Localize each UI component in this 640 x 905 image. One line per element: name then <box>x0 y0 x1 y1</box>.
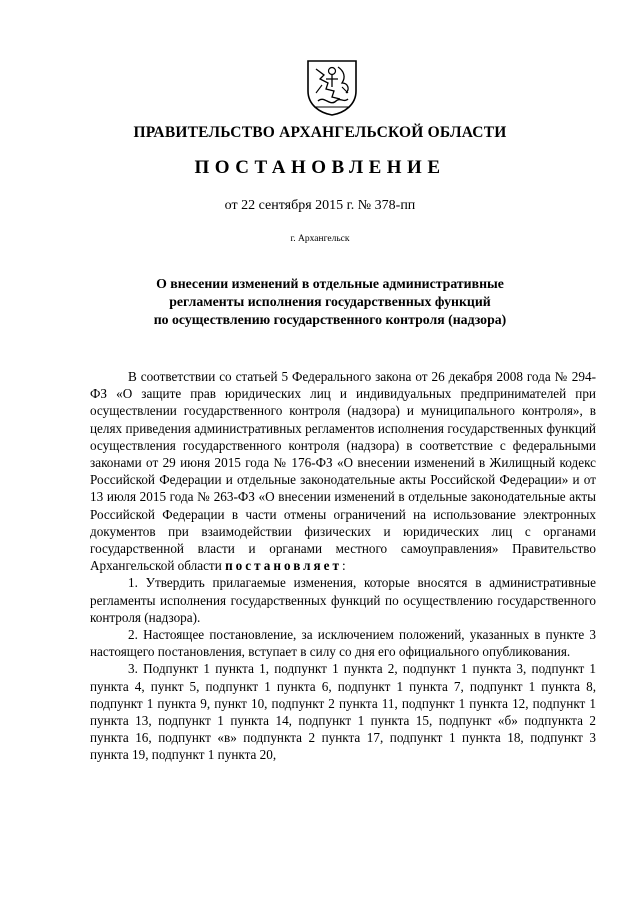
preamble-paragraph <box>90 368 596 574</box>
title-line: О внесении изменений в отдельные административные <box>156 276 504 291</box>
preamble-text: В соответствии со статьей 5 Федерального закона от 26 декабря 2008 года № 294-ФЗ «О защите прав юридических лиц и индивидуальных предпринимателей при осуществлении государственного контроля (надзора) и муниципального контроля», в целях приведения административных регламентов исполнения государственных функций осуществления государственного контроля (надзора) в соответствие с федеральными законами от 29 июня 2015 года № 176-ФЗ «О внесении изменений в Жилищный кодекс Российской Федерации и отдельные законодательные акты Российской Федерации» и от 13 июля 2015 года № 263-ФЗ «О внесении изменений в отдельные законодательные акты Российской Федерации в части отмены ограничений на использование электронных документов при взаимодействии физических и юридических лиц с органами государственной власти и органами местного самоуправления» Правительство Архангельской <box>90 369 596 574</box>
document-type: ПОСТАНОВЛЕНИЕ <box>194 157 446 178</box>
title-line: регламенты исполнения государственных функций <box>169 294 491 309</box>
preamble-end: области <box>177 558 222 574</box>
title-line: по осуществлению государственного контроля (надзора) <box>153 312 507 327</box>
item-2-paragraph: 2. Настоящее постановление, за исключением положений, указанных в пункте 3 настоящего постановления, вступает в силу со дня его официального опубликования. <box>90 627 596 660</box>
document-body <box>90 368 596 764</box>
organization-name: ПРАВИТЕЛЬСТВО АРХАНГЕЛЬСКОЙ ОБЛАСТИ <box>133 124 507 141</box>
decree-word: постановляет <box>225 558 343 574</box>
coat-of-arms-icon <box>304 57 360 117</box>
date-and-number: от 22 сентября 2015 г. № 378-пп <box>224 198 416 213</box>
city-name: г. Архангельск <box>290 234 350 244</box>
decree-colon: : <box>342 558 346 574</box>
document-title <box>120 275 540 329</box>
item-1-paragraph: 1. Утвердить прилагаемые изменения, которые вносятся в административные регламенты исполнения государственных функций по осуществлению государственного контроля (надзора). <box>90 575 596 625</box>
item-3-paragraph: 3. Подпункт 1 пункта 1, подпункт 1 пункта 2, подпункт 1 пункта 3, подпункт 1 пункта 4, пункт 5, подпункт 1 пункта 6, подпункт 1 пункта 7, подпункт 1 пункта 8, подпункт 1 пункта 9, пункт 10, подпункт 2 пункта 11, подпункт 1 пункта 12, подпункт 1 пункта 13, подпункт 1 пункта 14, подпункт 1 пункта 15, подпункт «б» подпункта 2 пункта 16, подпункт «в» подпункта 2 пункта 17, подпункт 1 пункта 18, подпункт 3 пункта 19, подпункт 1 пункта 20, <box>90 661 596 763</box>
